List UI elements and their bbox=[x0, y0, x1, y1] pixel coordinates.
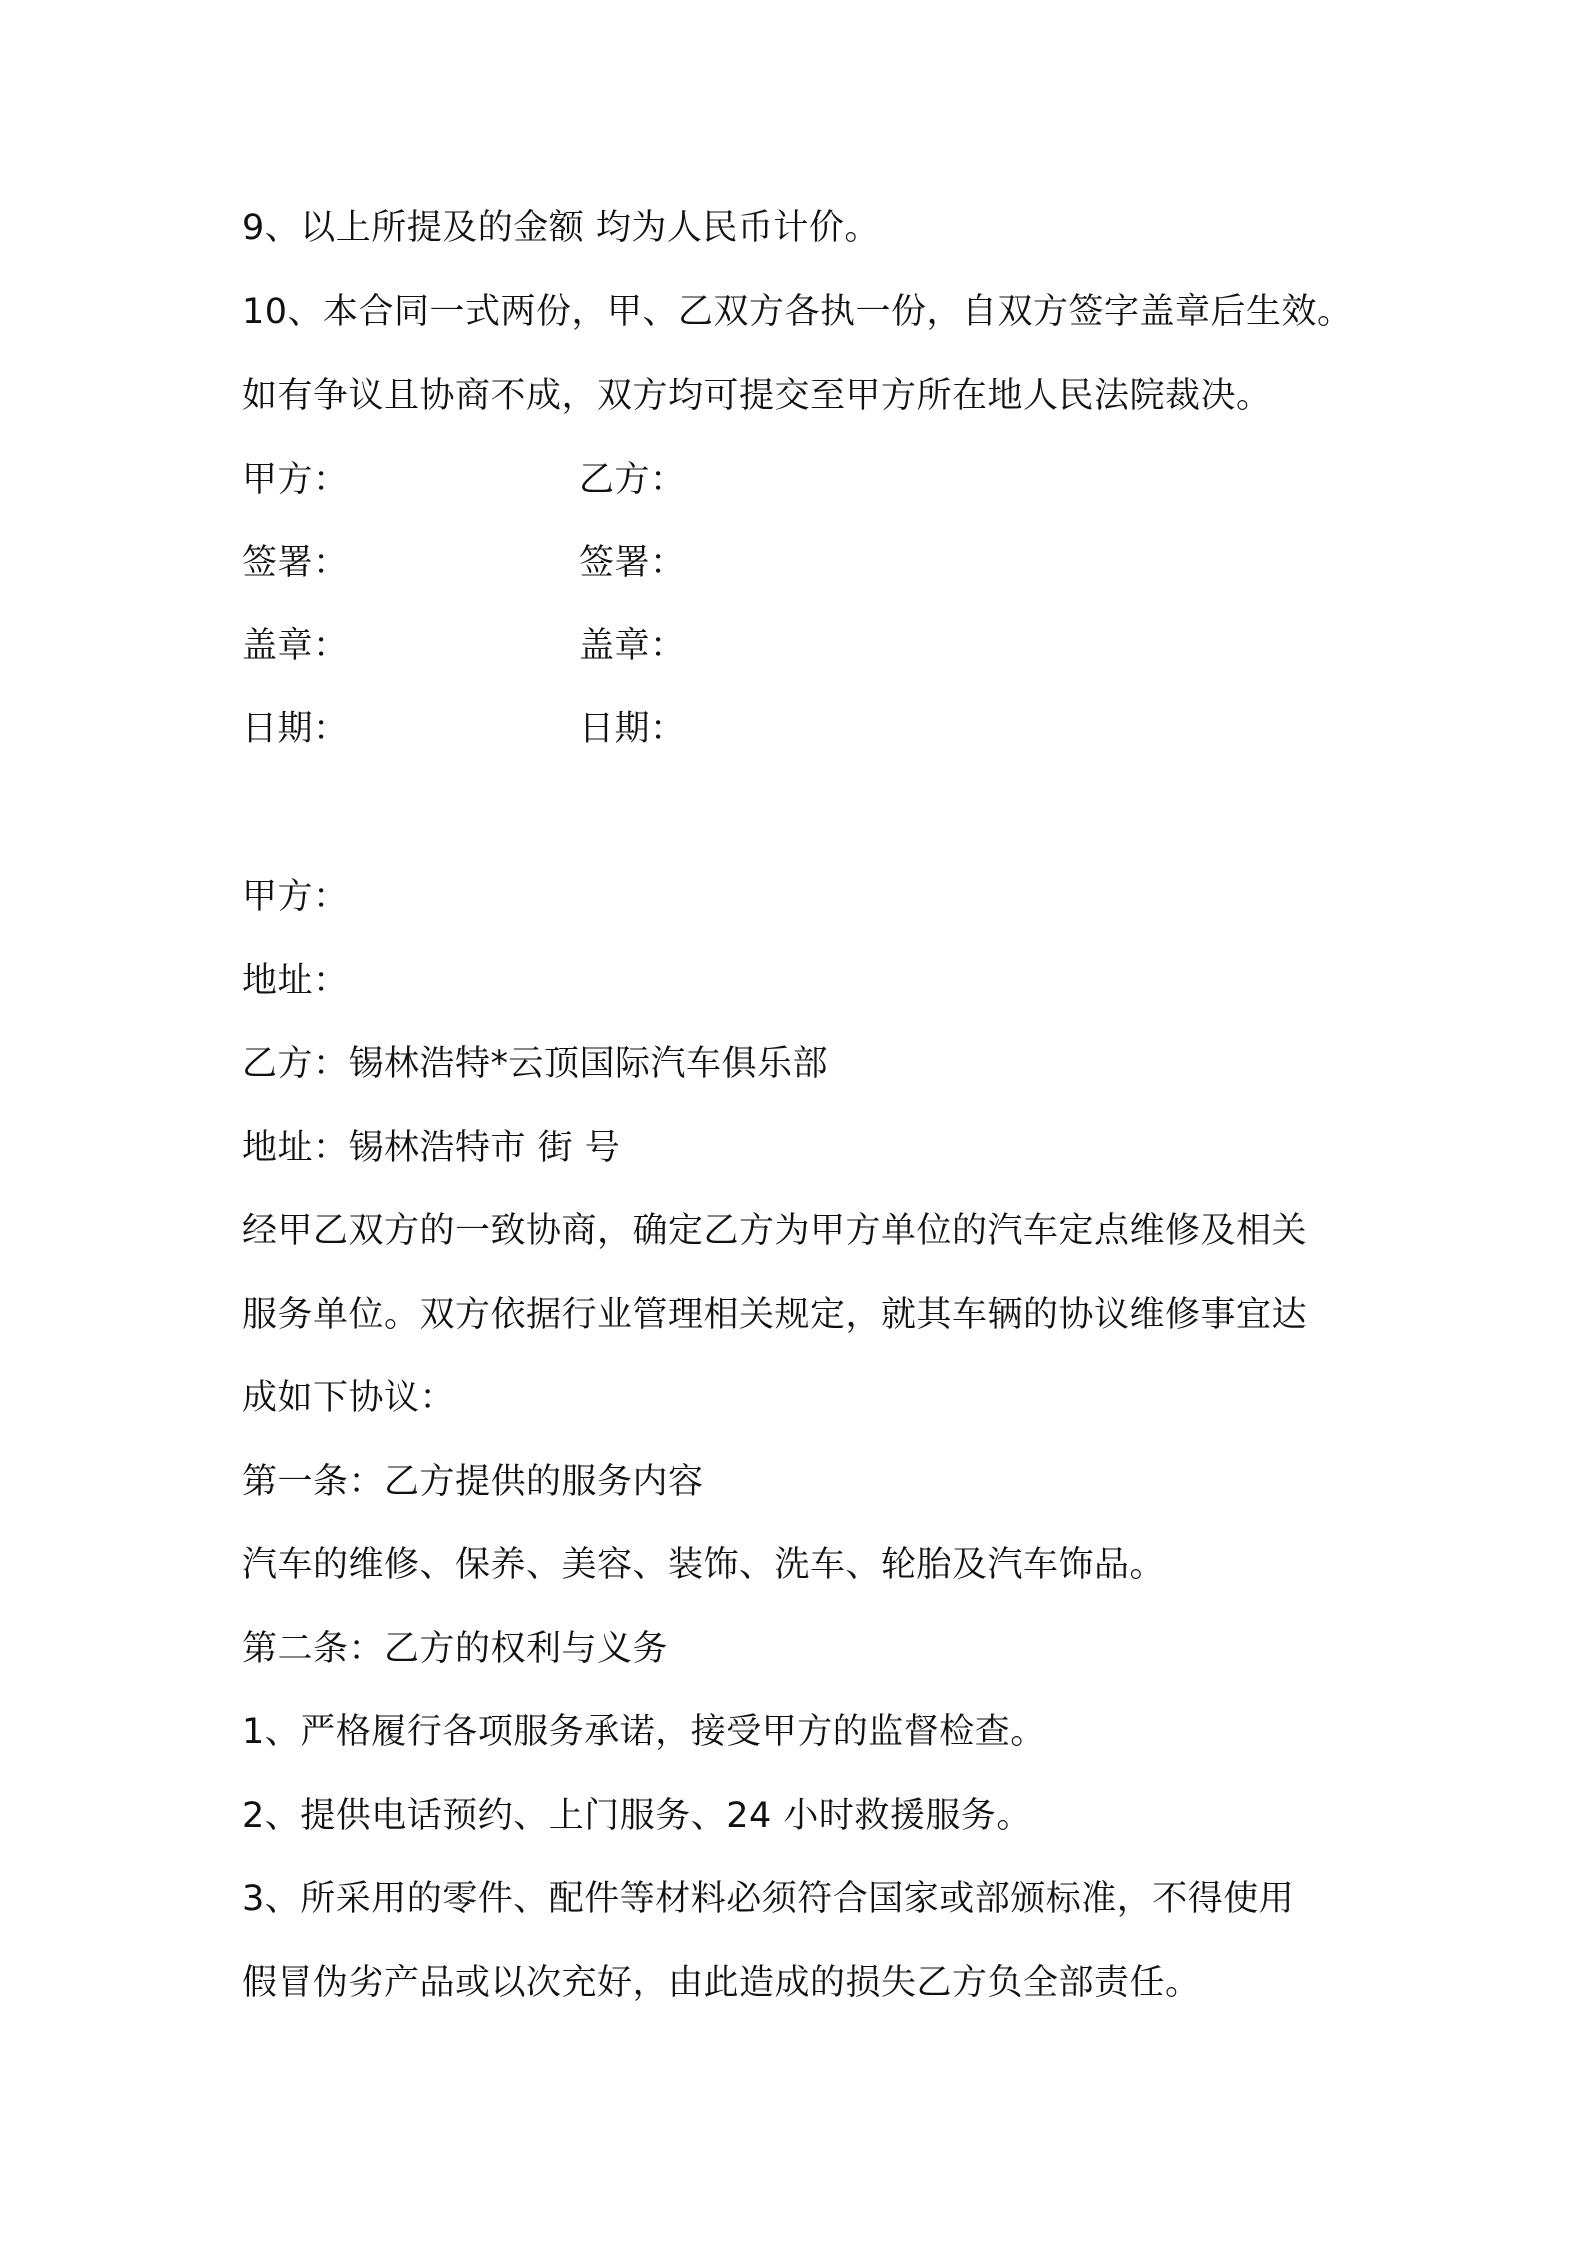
preamble-line: 经甲乙双方的一致协商，确定乙方为甲方单位的汽车定点维修及相关 bbox=[242, 1211, 1308, 1251]
party-a-address: 地址： bbox=[242, 961, 349, 1001]
party-b-signature-label: 签署： bbox=[579, 543, 686, 583]
term-item-10: 10、本合同一式两份，甲、乙双方各执一份，自双方签字盖章后生效。 bbox=[242, 292, 1353, 332]
party-b-label: 乙方： bbox=[579, 460, 686, 500]
article-2-item-1: 1、严格履行各项服务承诺，接受甲方的监督检查。 bbox=[242, 1712, 1046, 1752]
article-1-content: 汽车的维修、保养、美容、装饰、洗车、轮胎及汽车饰品。 bbox=[242, 1545, 1166, 1585]
party-a-label: 甲方： bbox=[242, 460, 349, 500]
preamble-line: 成如下协议： bbox=[242, 1378, 456, 1418]
article-1-heading: 第一条：乙方提供的服务内容 bbox=[242, 1462, 704, 1502]
party-a-signature-label: 签署： bbox=[242, 543, 349, 583]
party-b-name: 乙方：锡林浩特*云顶国际汽车俱乐部 bbox=[242, 1044, 829, 1084]
article-2-item-3: 3、所采用的零件、配件等材料必须符合国家或部颁标准，不得使用 bbox=[242, 1879, 1295, 1919]
article-2-heading: 第二条：乙方的权利与义务 bbox=[242, 1629, 669, 1669]
preamble-line: 服务单位。双方依据行业管理相关规定，就其车辆的协议维修事宜达 bbox=[242, 1295, 1308, 1335]
article-2-item-2: 2、提供电话预约、上门服务、24 小时救援服务。 bbox=[242, 1796, 1032, 1836]
party-b-date-label: 日期： bbox=[579, 709, 686, 749]
article-2-item-3-cont: 假冒伪劣产品或以次充好，由此造成的损失乙方负全部责任。 bbox=[242, 1963, 1201, 2003]
party-a-seal-label: 盖章： bbox=[242, 626, 349, 666]
party-b-address: 地址：锡林浩特市 街 号 bbox=[242, 1128, 621, 1168]
party-a-name: 甲方： bbox=[242, 877, 349, 917]
party-b-seal-label: 盖章： bbox=[579, 626, 686, 666]
party-a-date-label: 日期： bbox=[242, 709, 349, 749]
term-item-9: 9、以上所提及的金额 均为人民币计价。 bbox=[242, 208, 880, 248]
dispute-clause: 如有争议且协商不成，双方均可提交至甲方所在地人民法院裁决。 bbox=[242, 376, 1272, 416]
